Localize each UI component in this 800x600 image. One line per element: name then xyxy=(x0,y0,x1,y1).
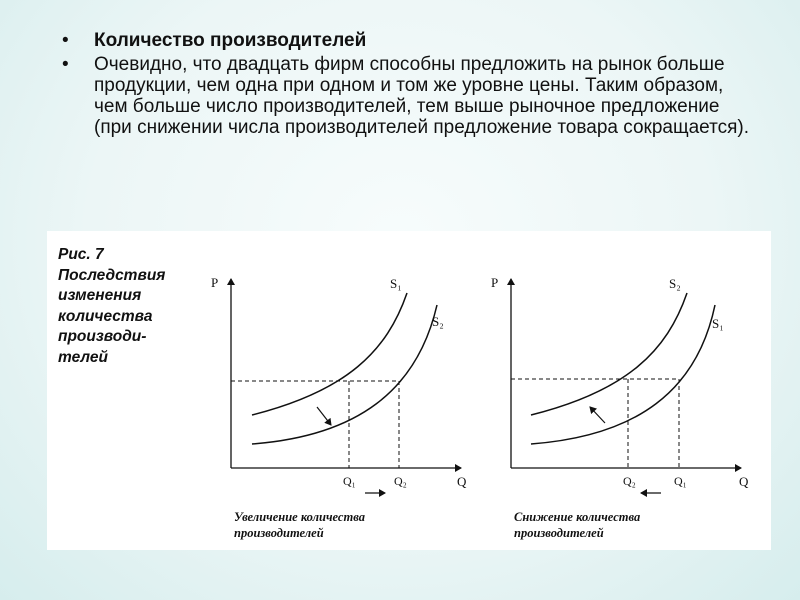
y-axis-label: P xyxy=(491,275,499,290)
curve-shift-arrow xyxy=(590,407,605,423)
bullet-heading: Количество производителей xyxy=(94,30,367,51)
panel-caption-line2: производителей xyxy=(234,526,324,540)
figure-caption xyxy=(58,245,178,368)
caption-line: количества xyxy=(58,307,153,325)
curve-upper-label: S₂ xyxy=(669,276,681,291)
curve-lower-label: S₁ xyxy=(712,316,724,331)
q-left-label: Q₁ xyxy=(343,474,356,488)
bullet-item xyxy=(62,54,762,138)
curve-lower-label: S₂ xyxy=(432,314,444,329)
graph-decrease xyxy=(491,275,749,540)
caption-line: производи- xyxy=(58,328,147,345)
q-right-label: Q₁ xyxy=(674,474,687,488)
supply-curve-lower xyxy=(531,305,715,444)
x-axis-label: Q xyxy=(457,474,467,489)
supply-curve-lower xyxy=(252,305,437,444)
panel-caption-line1: Увеличение количества xyxy=(234,510,365,524)
y-axis-label: P xyxy=(211,275,219,290)
x-axis-label: Q xyxy=(739,474,749,489)
panel-caption-line1: Снижение количества xyxy=(514,510,641,524)
figure-panel xyxy=(47,231,771,550)
bullet-list xyxy=(62,30,762,141)
caption-line: телей xyxy=(58,348,108,366)
caption-line: Последствия xyxy=(58,266,166,284)
caption-line: изменения xyxy=(58,287,142,304)
supply-curve-upper xyxy=(252,293,407,415)
graph-increase xyxy=(211,275,467,540)
curve-upper-label: S₁ xyxy=(390,276,402,291)
curve-shift-arrow xyxy=(317,407,331,425)
bullet-dot-icon: • xyxy=(62,54,69,75)
caption-line: Рис. 7 xyxy=(58,246,104,263)
q-left-label: Q₂ xyxy=(623,474,636,488)
q-right-label: Q₂ xyxy=(394,474,407,488)
panel-caption-line2: производителей xyxy=(514,526,604,540)
bullet-dot-icon: • xyxy=(62,30,69,51)
bullet-paragraph: Очевидно, что двадцать фирм способны предложить на рынок больше продукции, чем одна при одном и том же уровне цены. Таким образом, чем больше число производителей, тем выше рыночное предложение (при снижении числа производителей предложение товара сокращается). xyxy=(94,54,749,138)
bullet-item xyxy=(62,30,762,51)
